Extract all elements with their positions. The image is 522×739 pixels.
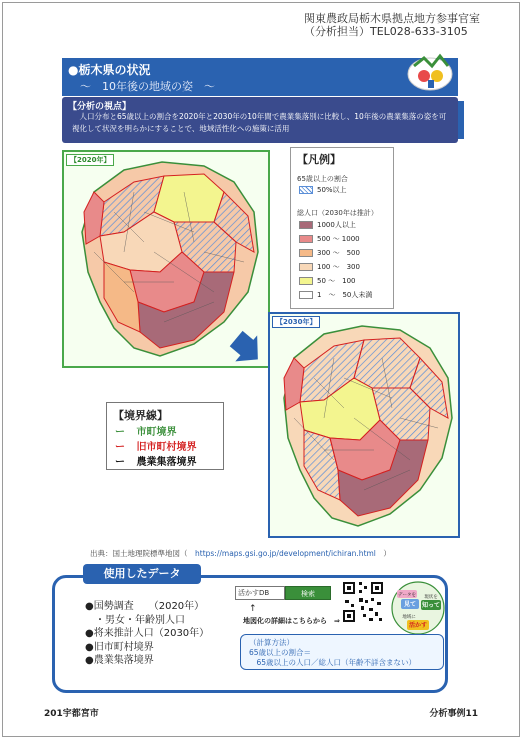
hand-know-text: 知って xyxy=(421,602,441,609)
map-2030-tag: 【2030年】 xyxy=(272,316,320,328)
qr-code-icon[interactable] xyxy=(341,580,385,624)
color-swatch xyxy=(299,221,313,229)
boundary-old-dash: ー xyxy=(115,442,125,453)
data-item: ●農業集落境界 xyxy=(85,655,154,666)
data-item: ・男女・年齢別人口 xyxy=(85,614,185,626)
map-2020-tag: 【2020年】 xyxy=(66,154,114,166)
data-item: ●将来推計人口（2030年） xyxy=(85,628,210,639)
analysis-viewpoint xyxy=(62,97,458,143)
boundary-village-dash: ー xyxy=(115,457,125,468)
db-search xyxy=(235,586,331,600)
legend-population-item xyxy=(299,276,356,286)
source-url-link[interactable]: https://maps.gsi.go.jp/development/ichiran.html xyxy=(195,549,376,558)
db-search-button[interactable]: 検索 xyxy=(285,586,331,600)
map-2030 xyxy=(268,312,460,538)
office-header xyxy=(304,12,480,38)
arrow-up-icon: ↑ xyxy=(249,604,257,614)
viewpoint-label: 【分析の視点】 xyxy=(68,102,132,112)
legend-elderly-item xyxy=(299,185,347,195)
boundary-title: 【境界線】 xyxy=(113,409,168,422)
map-2030-image xyxy=(270,314,458,536)
boundary-village xyxy=(115,453,196,468)
legend-population-text: 1000人以上 xyxy=(317,221,356,229)
color-swatch xyxy=(299,235,313,243)
footer-case-number: 分析事例11 xyxy=(429,709,478,719)
boundary-village-label: 農業集落境界 xyxy=(136,457,197,468)
viewpoint-text: 人口分布と65歳以上の割合を2020年と2030年の10年間で農業集落別に比較し、10年後の農業集落の姿を可視化して状況を明らかにすることで、地域活性化への施策に活用 xyxy=(72,112,447,133)
color-swatch xyxy=(299,249,313,257)
color-swatch xyxy=(299,263,313,271)
legend-population-item xyxy=(299,248,360,258)
legend-population-text: 500 ～ 1000 xyxy=(317,235,360,243)
color-swatch xyxy=(299,291,313,299)
calc-line2: 65歳以上の人口／総人口（年齢不詳含まない） xyxy=(249,658,417,667)
legend-population-item xyxy=(299,234,360,244)
source-prefix: 出典：国土地理院標準地図（ xyxy=(90,549,195,558)
legend-population-item xyxy=(299,262,360,272)
legend-population-text: 100 ～ 300 xyxy=(317,263,360,271)
source-suffix: ） xyxy=(375,549,391,558)
data-used-box xyxy=(52,567,448,693)
footer-region: 201宇都宮市 xyxy=(44,709,99,719)
map-legend xyxy=(290,147,394,309)
data-item: ●旧市町村境界 xyxy=(85,641,154,653)
page-subtitle: ～ 10年後の地域の姿 ～ xyxy=(80,80,215,93)
legend-population-item xyxy=(299,220,356,230)
legend-population-item xyxy=(299,290,372,300)
boundary-city-label: 市町境界 xyxy=(136,427,177,438)
page-title: ●栃木県の状況 xyxy=(68,63,151,77)
data-used-list xyxy=(85,600,209,668)
viewpoint-notch xyxy=(458,101,464,139)
data-item: ●国勢調査 （2020年） xyxy=(85,601,205,612)
db-search-input[interactable]: 活かすDB xyxy=(235,586,285,600)
mascot-logo-icon xyxy=(404,52,456,92)
office-contact: （分析担当）TEL028-633-3105 xyxy=(304,25,468,38)
db-detail-link[interactable]: 地図化の詳細はこちらから ⇒ xyxy=(243,617,340,625)
title-bar xyxy=(62,58,458,96)
hand-current-text: 現状を xyxy=(424,595,438,600)
hand-data-text: データを xyxy=(398,593,416,598)
hand-see-text: 見て xyxy=(403,601,417,608)
calc-method-text xyxy=(249,638,416,668)
hand-use-text: 活かす xyxy=(408,622,428,629)
boundary-old xyxy=(115,438,196,453)
legend-population-text: 300 ～ 500 xyxy=(317,249,360,257)
boundary-legend xyxy=(106,402,224,470)
office-name: 関東農政局栃木県拠点地方参事官室 xyxy=(304,12,480,25)
hand-rural-text: 地域に xyxy=(402,615,416,620)
legend-population-label: 総人口（2030年は推計） xyxy=(297,209,378,217)
calc-method-box xyxy=(240,634,444,670)
legend-population-text: 1 ～ 50人未満 xyxy=(317,291,373,299)
arrow-down-right-icon xyxy=(228,330,266,368)
legend-elderly-label: 65歳以上の割合 xyxy=(297,175,348,183)
calc-label: （計算方法） xyxy=(249,638,294,647)
legend-title: 【凡例】 xyxy=(297,153,341,166)
color-swatch xyxy=(299,277,313,285)
boundary-old-label: 旧市町村境界 xyxy=(136,442,197,453)
calc-line1: 65歳以上の割合＝ xyxy=(249,648,312,657)
data-know-use-icon xyxy=(389,580,447,636)
data-used-title: 使用したデータ xyxy=(83,564,201,584)
boundary-city-dash: ー xyxy=(115,427,125,438)
legend-population-text: 50 ～ 100 xyxy=(317,277,356,285)
map-source xyxy=(90,548,391,559)
boundary-city xyxy=(115,423,176,438)
legend-elderly-text: 50%以上 xyxy=(317,186,347,194)
hatch-swatch xyxy=(299,186,313,194)
